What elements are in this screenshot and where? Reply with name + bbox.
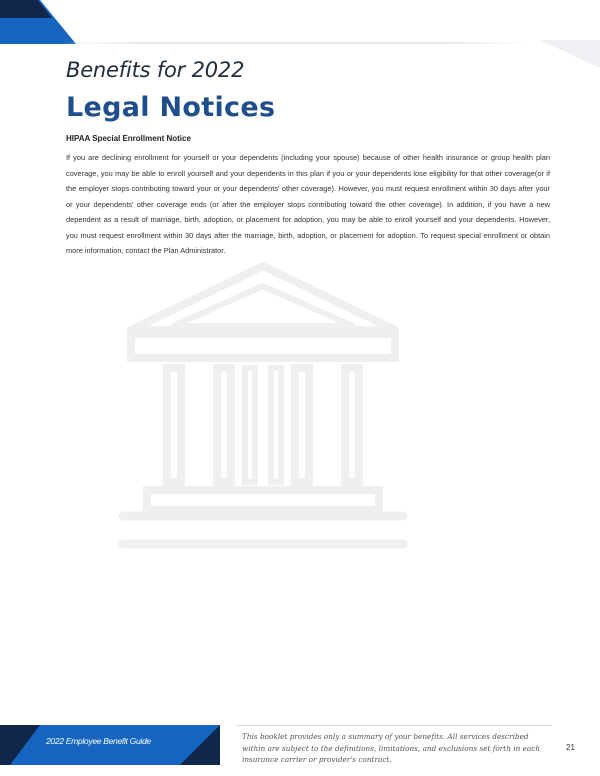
footer-divider — [236, 725, 552, 726]
page-number: 21 — [566, 743, 575, 752]
header-divider — [60, 42, 530, 44]
footer-guide-label: 2022 Employee Benefit Guide — [46, 736, 151, 746]
notice-heading: HIPAA Special Enrollment Notice — [66, 134, 191, 143]
courthouse-icon — [115, 262, 411, 552]
page-subtitle: Benefits for 2022 — [66, 58, 245, 82]
corner-accent-top-right — [540, 40, 600, 68]
corner-accent-top-left — [0, 0, 76, 44]
notice-body: If you are declining enrollment for yourself or your dependents (including your spouse) because of other health insurance or group health plan coverage, you may be able to enroll yourself and your dependents in this plan if you or your dependents lose eligibility for that other coverage(or if the employer stops contributing toward your or your dependents' other coverage). However, you must request enrollment within 30 days after your or your dependents' other coverage ends (or after the employer stops contributing toward the other coverage). In addition, if you have a new dependent as a result of marriage, birth, adoption, or placement for adoption, you may be able to enroll yourself and your dependents. However, you must request enrollment within 30 days after the marriage, birth, adoption, or placement for adoption. To request special enrollment or obtain more information, contact the Plan Administrator. — [66, 153, 550, 255]
footer-disclaimer: This booklet provides only a summary of your benefits. All services described within are subject to the definitions, limitations, and exclusions set forth in each insurance carrier or provider's contract. — [242, 732, 541, 764]
page-title: Legal Notices — [66, 92, 276, 123]
